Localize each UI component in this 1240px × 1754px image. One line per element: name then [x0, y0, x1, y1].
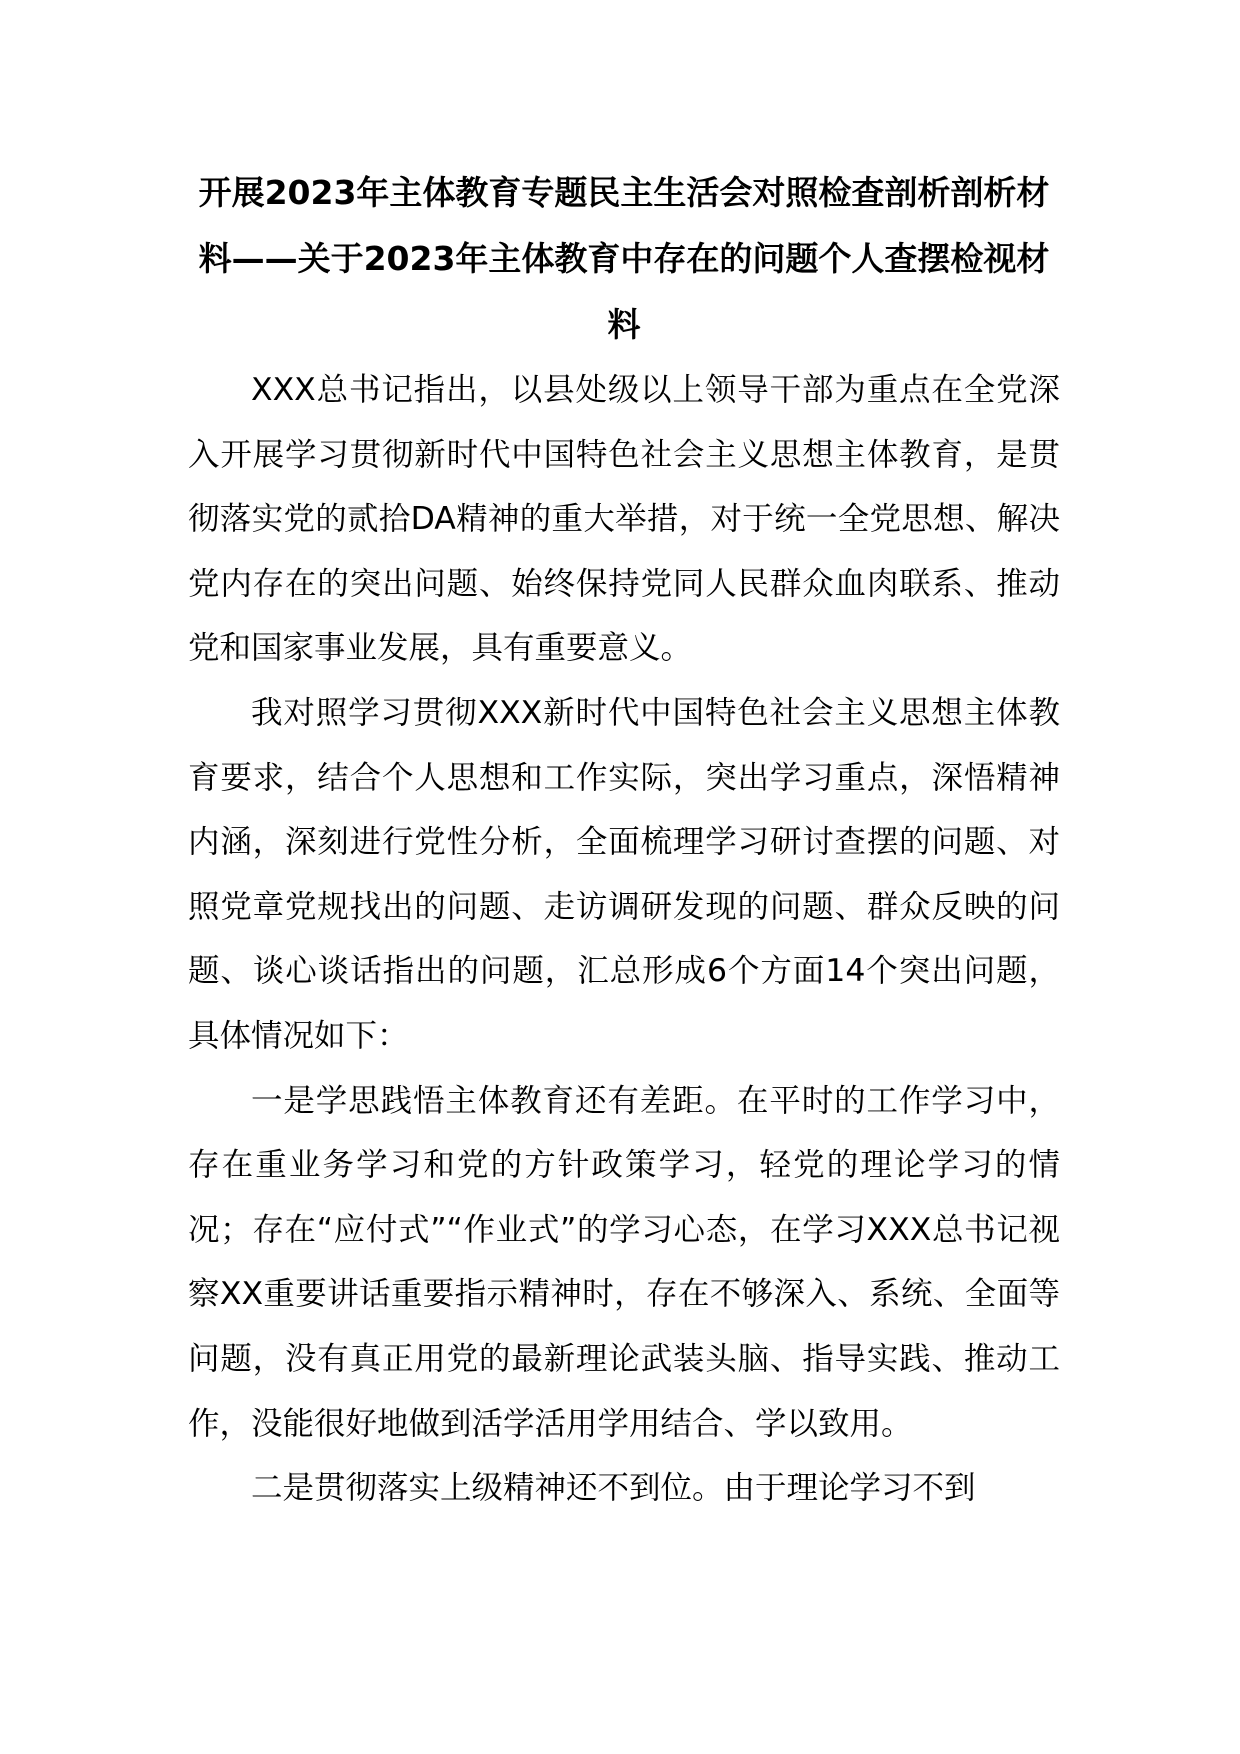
paragraph-self-check: 我对照学习贯彻XXX新时代中国特色社会主义思想主体教育要求，结合个人思想和工作实际，突出学习重点，深悟精神内涵，深刻进行党性分析，全面梳理学习研讨查摆的问题、对照党章党规找出的问题、走访调研发现的问题、群众反映的问题、谈心谈话指出的问题，汇总形成6个方面14个突出问题，具体情况如下： — [188, 694, 1060, 1054]
document-title: 开展2023年主体教育专题民主生活会对照检查剖析剖析材料——关于2023年主体教育中存在的问题个人查摆检视材料 — [198, 173, 1050, 344]
paragraph-issue-one: 一是学思践悟主体教育还有差距。在平时的工作学习中，存在重业务学习和党的方针政策学习，轻党的理论学习的情况；存在“应付式”“作业式”的学习心态，在学习XXX总书记视察XX重要讲话重要指示精神时，存在不够深入、系统、全面等问题，没有真正用党的最新理论武装头脑、指导实践、推动工作，没能很好地做到活学活用学用结合、学以致用。 — [188, 1082, 1060, 1442]
document-body — [188, 160, 1060, 1521]
paragraph-issue-two: 二是贯彻落实上级精神还不到位。由于理论学习不到 — [251, 1470, 976, 1507]
paragraph-intro: XXX总书记指出，以县处级以上领导干部为重点在全党深入开展学习贯彻新时代中国特色社会主义思想主体教育，是贯彻落实党的贰拾DA精神的重大举措，对于统一全党思想、解决党内存在的突出问题、始终保持党同人民群众血肉联系、推动党和国家事业发展，具有重要意义。 — [188, 372, 1060, 667]
